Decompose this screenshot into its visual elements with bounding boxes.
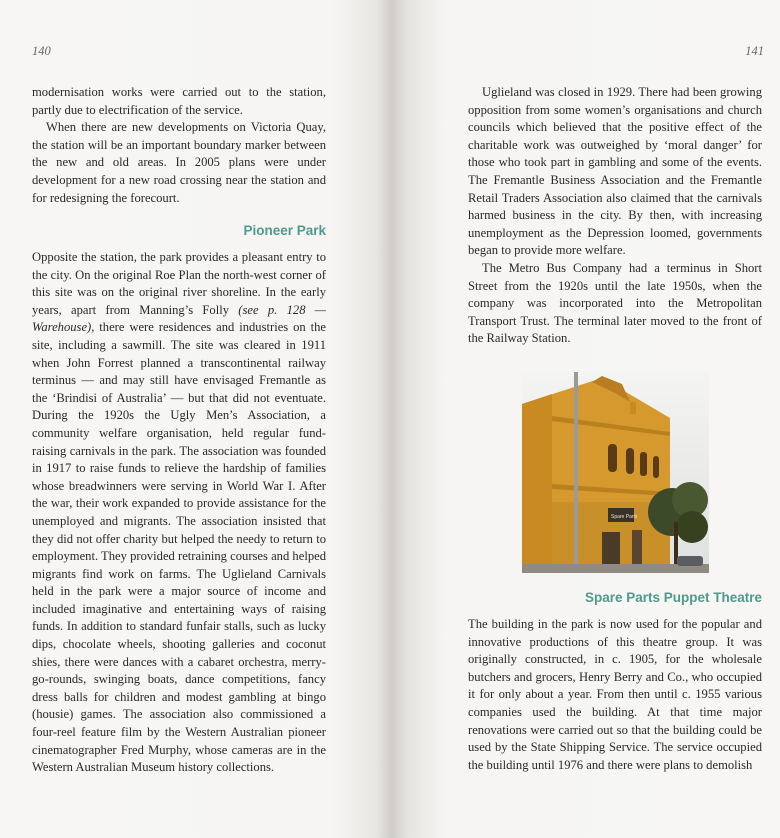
paragraph <box>32 249 326 777</box>
section-heading-block <box>468 590 762 605</box>
pioneer-park-text <box>32 249 326 777</box>
paragraph: modernisation works were carried out to the station, partly due to electrification of the service. <box>32 85 326 117</box>
paragraph: The Metro Bus Company had a terminus in Short Street from the 1920s until the late 1950s, when the company was incorporated into the Metropolitan Transport Trust. The terminal later moved to the front of the Railway Station. <box>468 260 762 346</box>
left-intro-text <box>32 84 326 207</box>
paragraph: The building in the park is now used for the popular and innovative productions of this theatre group. It was originally constructed, in c. 1905, for the wholesale butchers and grocers, Henry Berry and Co., who occupied it for only about a year. From then until c. 1955 various companies used the building. At that time major renovations were carried out so that the building could be used by the State Shipping Service. The service occupied the building until 1976 and there were plans to demolish <box>468 617 762 772</box>
spare-parts-text <box>468 616 762 774</box>
paragraph: Uglieland was closed in 1929. There had been growing opposition from some women’s organisations and church councils which believed that the positive effect of the charitable work was outweighed by ‘moral danger’ for those who took part in gambling and some of the events. The Fremantle Business Association and the Fremantle Retail Traders Association also claimed that the carnivals harmed business in the city. By then, with increasing unemployment as the Depression loomed, governments began to provide more welfare. <box>468 85 762 258</box>
paragraph: When there are new developments on Victoria Quay, the station will be an important boundary marker between the new and old areas. In 2005 plans were under development for a new road crossing near the station and for redesigning the forecourt. <box>32 120 326 205</box>
page-number-right: 141 <box>745 44 764 58</box>
section-heading-pioneer-park: Pioneer Park <box>243 223 326 238</box>
body-text: , there were residences and industries on the site, including a sawmill. The site was cleared in 1911 when John Forrest planned a transcontinental railway terminus — and may still have envisaged Fremantle as the ‘Brindisi of Australia’ — but that did not eventuate. During the 1920s the Ugly Men’s Association, a community welfare organisation, held regular fund-raising carnivals in the park. The association was founded in 1917 to raise funds to relieve the hardship of families whose breadwinners were serving in World War I. After the war, their work expanded to provide assistance for the unemployed and migrants. The association insisted that they did not offer charity but helped the needy to return to employment. They provided retraining courses and helped migrants find work on farms. The Uglieland Carnivals held in the park were a major source of income and included imaginative and entertaining ways of raising funds. In addition to standard funfair stalls, such as lucky dips, chocolate wheels, shooting galleries and coconut shies, there were dances with a cabaret orchestra, merry-go-rounds, swinging boats, dance competitions, fancy dress balls for children and modest gambling at bingo (housie) games. The association also commissioned a four-reel feature film by the Western Australian pioneer cinematographer Fred Murphy, whose cameras are in the Western Australian Museum history collections. <box>32 320 326 775</box>
section-heading-spare-parts: Spare Parts Puppet Theatre <box>584 590 762 605</box>
right-top-text <box>468 84 762 348</box>
right-page <box>392 0 780 838</box>
building-illustration <box>522 372 709 573</box>
sign-text: Spare Parts <box>611 514 638 520</box>
theatre-building-photo <box>522 372 709 573</box>
page-number-left: 140 <box>32 44 51 58</box>
section-heading-block <box>32 223 326 238</box>
cross-reference: (see p. 128 — Warehouse) <box>32 302 326 335</box>
body-text: Opposite the station, the park provides a pleasant entry to the city. On the original Roe Plan the north-west corner of this site was on the original river shoreline. In the early years, apart from Manning’s Folly <box>32 250 326 317</box>
